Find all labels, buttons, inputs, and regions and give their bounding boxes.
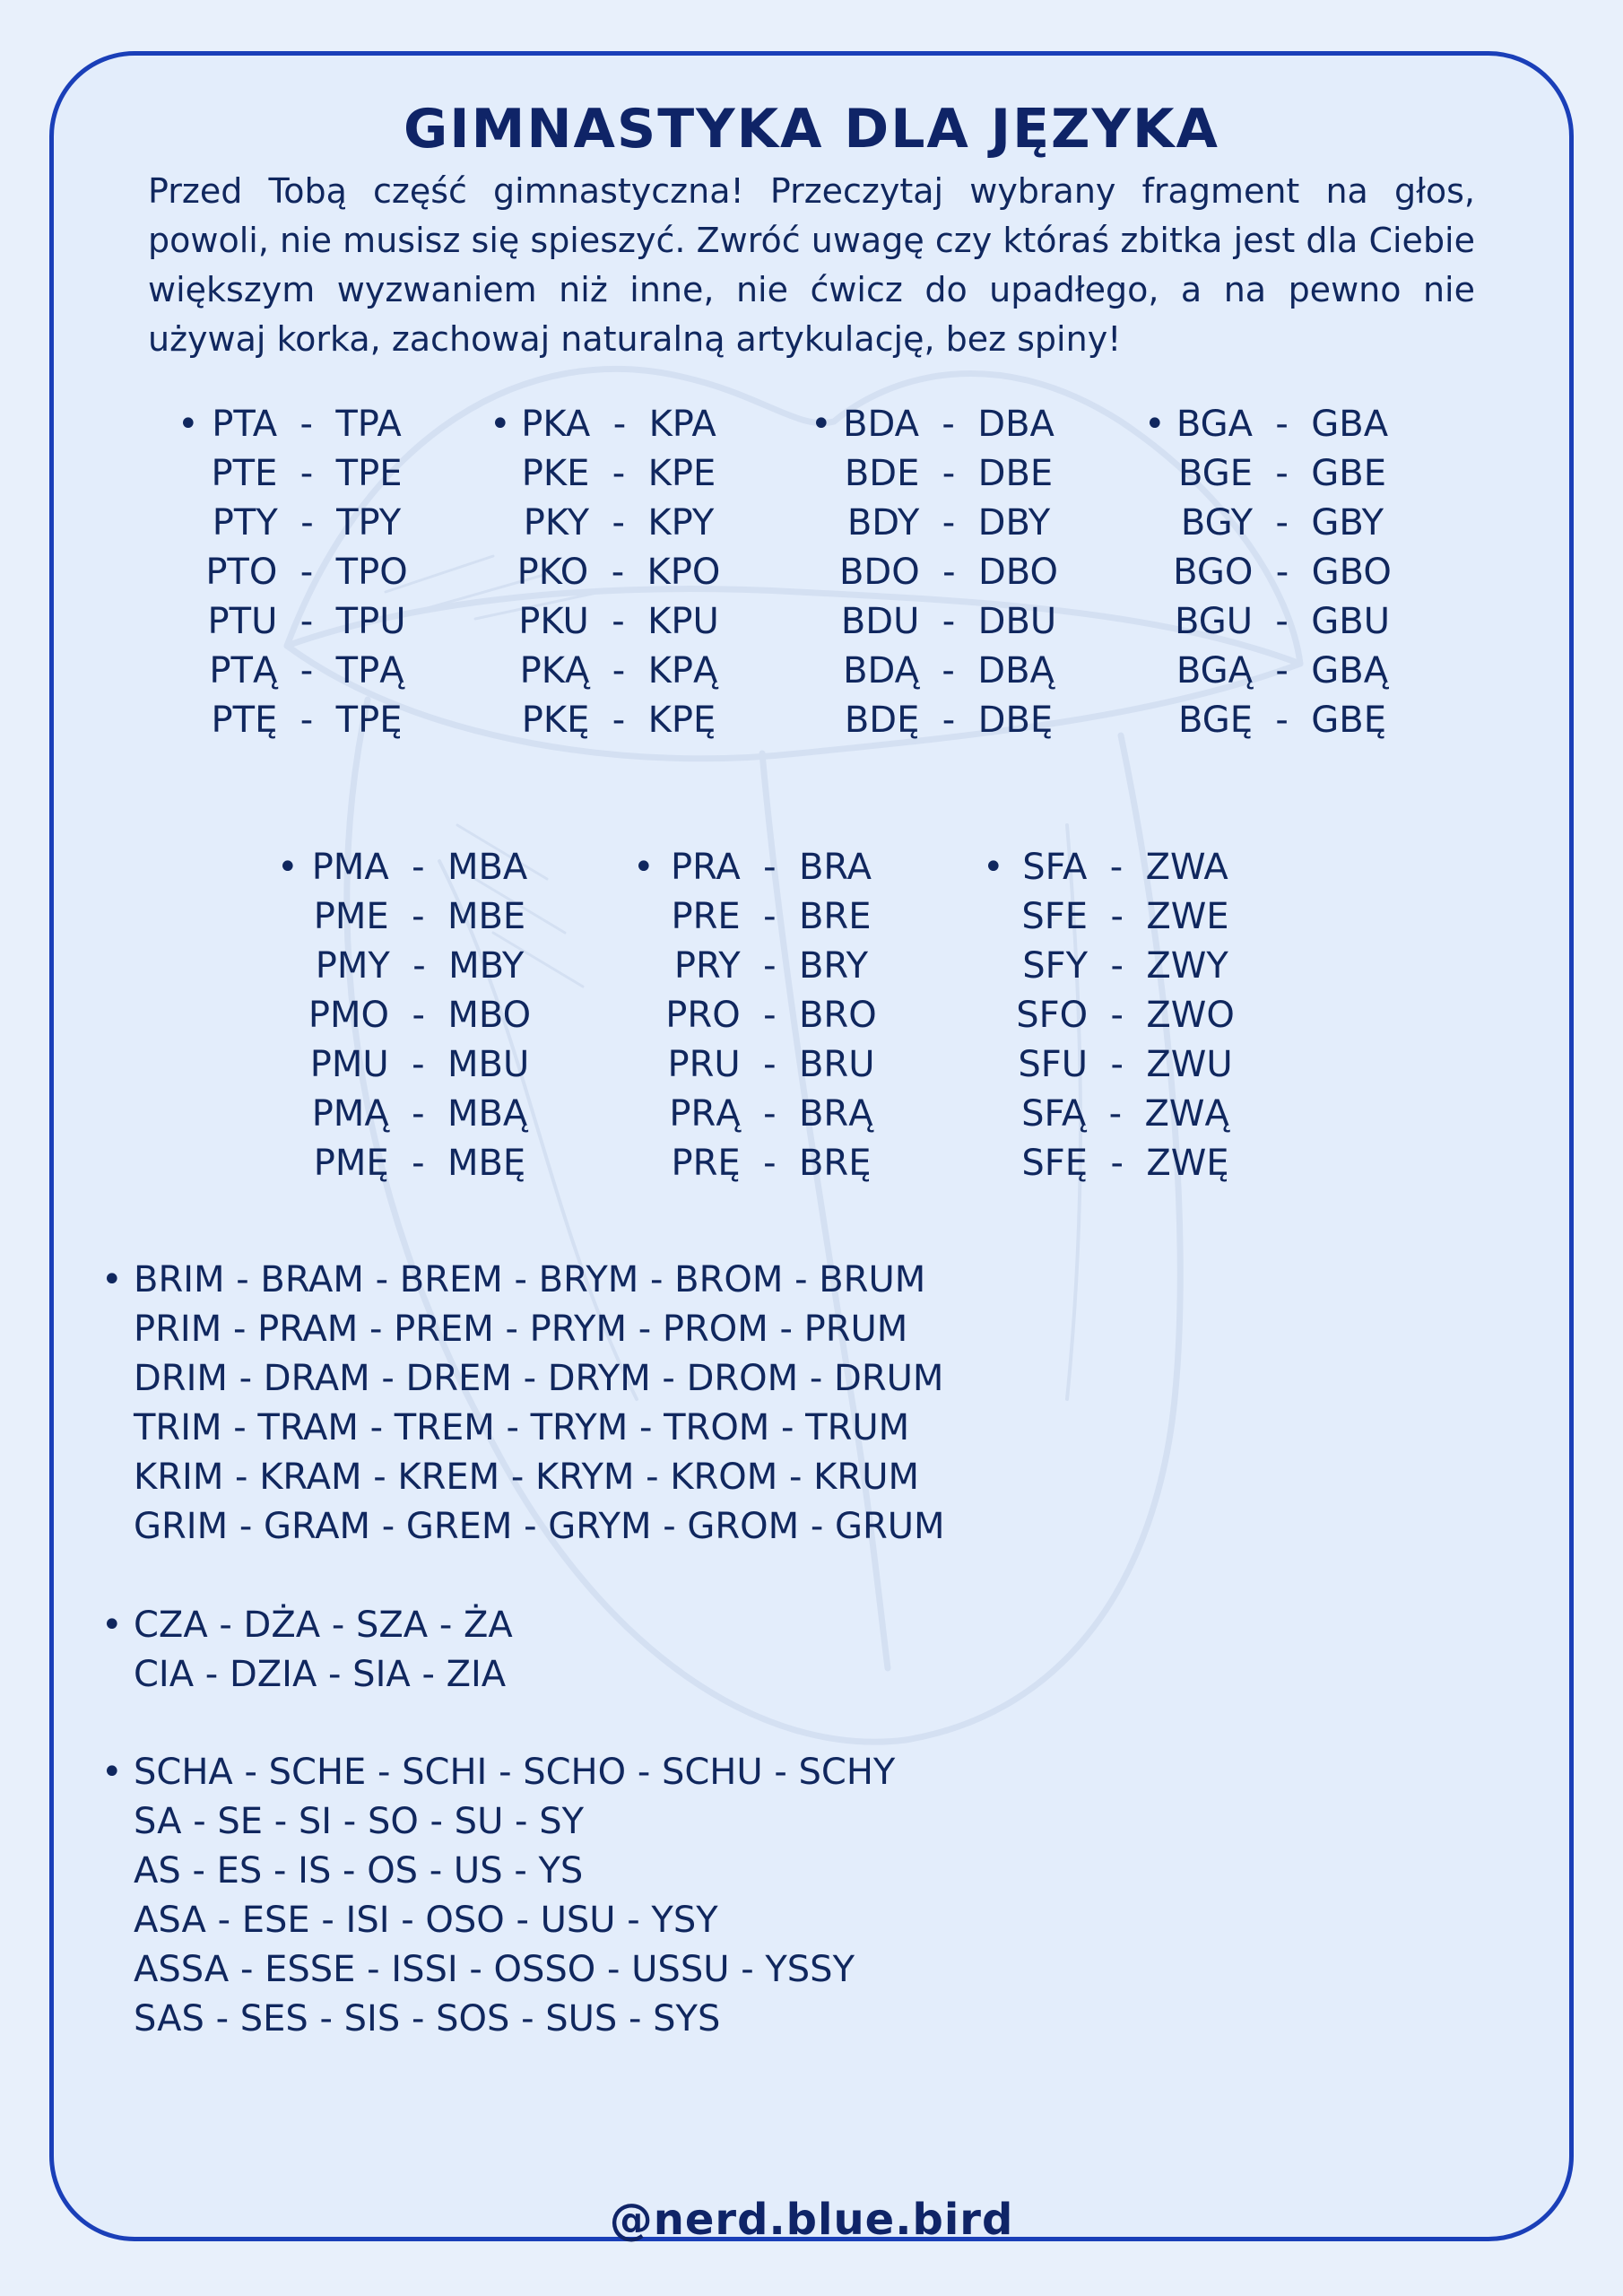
exercise-column-bg	[1144, 400, 1399, 745]
bullet: •	[101, 1259, 123, 1300]
exercise-line: SFA - ZWA	[1022, 847, 1228, 888]
exercise-line: PTĘ - TPĘ	[211, 700, 403, 741]
exercise-line: AS - ES - IS - OS - US - YS	[134, 1850, 584, 1892]
exercise-line: BDO - DBO	[838, 552, 1059, 593]
exercise-line: SFY - ZWY	[1022, 945, 1228, 987]
exercise-line: PTA - TPA	[212, 404, 402, 445]
exercise-line: SFĄ - ZWĄ	[1021, 1093, 1229, 1135]
exercise-line: PTY - TPY	[212, 502, 402, 544]
exercise-line: SA - SE - SI - SO - SU - SY	[134, 1801, 585, 1842]
exercise-line: SAS - SES - SIS - SOS - SUS - SYS	[134, 1998, 721, 2039]
exercise-line: BGA - GBA	[1176, 404, 1389, 445]
bullet: •	[983, 847, 1004, 888]
exercise-line: BGY - GBY	[1180, 502, 1384, 544]
exercise-line: PRY - BRY	[673, 945, 869, 987]
intro-paragraph: Przed Tobą część gimnastyczna! Przeczytaj wybrany fragment na głos, powoli, nie musisz się spieszyć. Zwróć uwagę czy któraś zbitka jest dla Ciebie większym wyzwaniem niż inne, nie ćwicz do upadłego, a na pewno nie używaj korka, zachowaj naturalną artykulację, bez spiny!	[148, 171, 1475, 359]
exercise-line: PRIM - PRAM - PREM - PRYM - PROM - PRUM	[134, 1309, 908, 1350]
exercise-line: CZA - DŻA - SZA - ŻA	[134, 1605, 513, 1646]
exercise-line: BDA - DBA	[843, 404, 1055, 445]
exercise-line: PMĄ - MBĄ	[311, 1093, 528, 1135]
bullet: •	[633, 847, 655, 888]
exercise-line: BDY - DBY	[846, 502, 1051, 544]
bullet: •	[101, 1752, 123, 1793]
exercise-line: PRĘ - BRĘ	[671, 1143, 872, 1184]
exercise-line: PKĘ - KPĘ	[521, 700, 716, 741]
exercise-line: BGĘ - GBĘ	[1177, 700, 1386, 741]
page-title: GIMNASTYKA DLA JĘZYKA	[404, 98, 1219, 161]
exercise-line: ASSA - ESSE - ISSI - OSSO - USSU - YSSY	[134, 1949, 855, 1990]
exercise-line: PTO - TPO	[205, 552, 408, 593]
exercise-line: SFĘ - ZWĘ	[1021, 1143, 1229, 1184]
bullet: •	[101, 1605, 123, 1646]
exercise-line: PMU - MBU	[309, 1044, 530, 1085]
exercise-line: PKA - KPA	[521, 404, 716, 445]
exercise-column-pr	[633, 843, 888, 1188]
bullet: •	[178, 404, 199, 445]
exercise-line: DRIM - DRAM - DREM - DRYM - DROM - DRUM	[134, 1358, 944, 1399]
exercise-line: PRA - BRA	[671, 847, 872, 888]
exercise-line: BDĄ - DBĄ	[843, 650, 1055, 691]
exercise-line: BRIM - BRAM - BREM - BRYM - BROM - BRUM	[134, 1259, 926, 1300]
exercise-line: PTE - TPE	[211, 453, 403, 494]
exercise-line: BGU - GBU	[1174, 601, 1391, 642]
bullet: •	[811, 404, 832, 445]
exercise-line: PMA - MBA	[311, 847, 528, 888]
exercise-column-pm	[277, 843, 541, 1188]
bullet: •	[277, 847, 299, 888]
bullet: •	[490, 404, 511, 445]
exercise-column-sf	[983, 843, 1246, 1188]
exercise-line: PTĄ - TPĄ	[209, 650, 404, 691]
exercise-line: BGO - GBO	[1173, 552, 1392, 593]
exercise-line: PRO - BRO	[665, 995, 877, 1036]
exercise-line: GRIM - GRAM - GREM - GRYM - GROM - GRUM	[134, 1506, 945, 1547]
exercise-line: PKY - KPY	[523, 502, 715, 544]
exercise-line: PMĘ - MBĘ	[313, 1143, 526, 1184]
exercise-line: BGĄ - GBĄ	[1176, 650, 1389, 691]
exercise-line: PRĄ - BRĄ	[669, 1093, 873, 1135]
exercise-line: PME - MBE	[313, 896, 526, 937]
exercise-list-s-syllables	[101, 1748, 895, 2044]
exercise-line: SCHA - SCHE - SCHI - SCHO - SCHU - SCHY	[134, 1752, 896, 1793]
exercise-line: KRIM - KRAM - KREM - KRYM - KROM - KRUM	[134, 1457, 919, 1498]
exercise-line: PRE - BRE	[671, 896, 872, 937]
exercise-line: TRIM - TRAM - TREM - TRYM - TROM - TRUM	[134, 1407, 910, 1448]
exercise-column-pk	[490, 400, 726, 745]
exercise-line: PTU - TPU	[207, 601, 406, 642]
exercise-line: SFE - ZWE	[1021, 896, 1229, 937]
exercise-column-bd	[811, 400, 1065, 745]
exercise-line: PMY - MBY	[315, 945, 525, 987]
exercise-column-pt	[178, 400, 414, 745]
exercise-line: PKE - KPE	[521, 453, 716, 494]
exercise-line: SFU - ZWU	[1018, 1044, 1233, 1085]
exercise-line: BDĘ - DBĘ	[844, 700, 1054, 741]
exercise-line: PKĄ - KPĄ	[519, 650, 718, 691]
exercise-line: BGE - GBE	[1177, 453, 1386, 494]
exercise-line: SFO - ZWO	[1016, 995, 1235, 1036]
exercise-line: PRU - BRU	[667, 1044, 875, 1085]
footer-handle: @nerd.blue.bird	[609, 2195, 1014, 2245]
exercise-line: CIA - DZIA - SIA - ZIA	[134, 1654, 507, 1695]
exercise-list-sibilants	[101, 1601, 513, 1700]
exercise-line: BDE - DBE	[844, 453, 1054, 494]
bullet: •	[1144, 404, 1166, 445]
exercise-line: PKO - KPO	[516, 552, 721, 593]
exercise-line: PMO - MBO	[308, 995, 532, 1036]
exercise-list-r-syllables	[101, 1256, 945, 1552]
exercise-line: ASA - ESE - ISI - OSO - USU - YSY	[134, 1900, 718, 1941]
exercise-line: BDU - DBU	[840, 601, 1057, 642]
exercise-line: PKU - KPU	[518, 601, 719, 642]
